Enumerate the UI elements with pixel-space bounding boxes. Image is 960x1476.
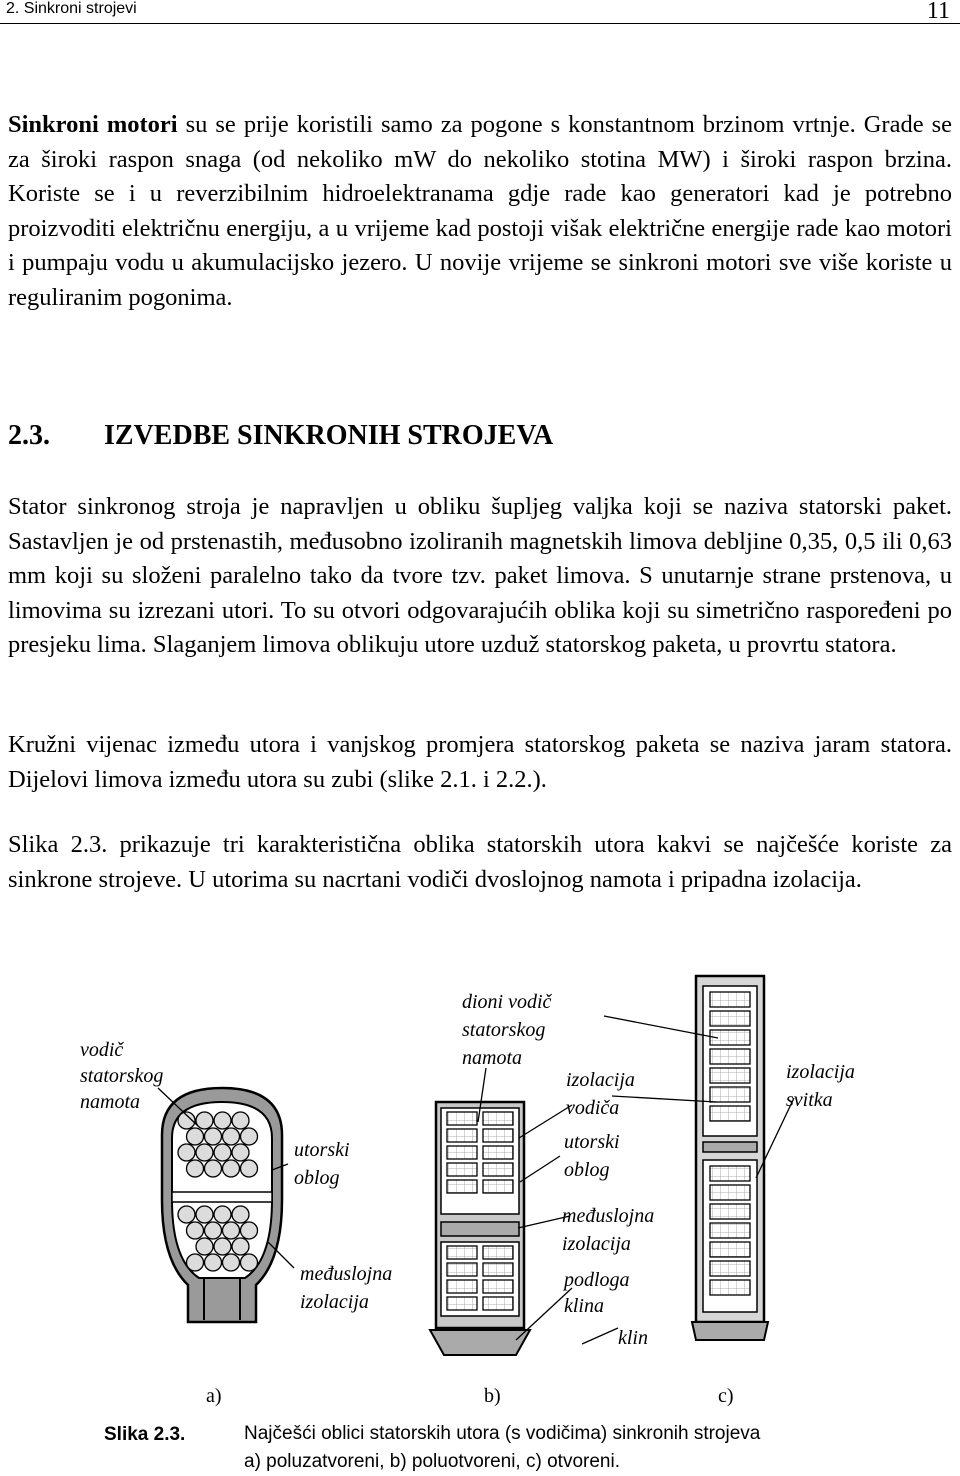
- strand: [187, 1222, 204, 1239]
- caption-line-2: a) poluzatvoreni, b) poluotvoreni, c) otvoreni.: [244, 1451, 620, 1472]
- strand: [710, 1223, 750, 1238]
- svg-text:klina: [564, 1295, 604, 1317]
- strand: [214, 1112, 231, 1129]
- strand: [710, 1106, 750, 1121]
- header-divider: [0, 23, 960, 24]
- strand: [232, 1144, 249, 1161]
- strand: [232, 1206, 249, 1223]
- strand: [483, 1129, 513, 1142]
- label-klin: klin: [618, 1327, 648, 1349]
- strand: [710, 992, 750, 1007]
- svg-text:međuslojna: [300, 1263, 392, 1285]
- label-meduslojna-b-2: izolacija: [562, 1233, 631, 1255]
- strand: [205, 1222, 222, 1239]
- paragraph-figure-intro: Slika 2.3. prikazuje tri karakteristična oblika statorskih utora kakvi se najčešće koriste za sinkrone strojeve. U utorima su nacrtani vodiči dvoslojnog namota i pripadna izolacija.: [8, 831, 952, 893]
- strand: [710, 1280, 750, 1295]
- paragraph-synchronous-motors: [8, 108, 952, 316]
- label-dioni-vodic-3: namota: [462, 1047, 522, 1069]
- strand: [196, 1144, 213, 1161]
- page-number: 11: [926, 0, 950, 24]
- label-utorski-oblog-b-1: utorski: [564, 1131, 620, 1153]
- strand: [447, 1246, 477, 1259]
- label-meduslojna-a-1: međuslojna: [300, 1263, 393, 1285]
- strand: [710, 1185, 750, 1200]
- strand: [187, 1128, 204, 1145]
- section-heading: [8, 420, 553, 452]
- strand: [205, 1254, 222, 1271]
- strand: [214, 1206, 231, 1223]
- strand: [447, 1297, 477, 1310]
- strand: [710, 1087, 750, 1102]
- paragraph-yoke: Kružni vijenac između utora i vanjskog promjera statorskog paketa se naziva jaram statora. Dijelovi limova između utora su zubi (slike 2.1. i 2.2.).: [8, 731, 952, 793]
- strand: [223, 1160, 240, 1177]
- strand: [447, 1180, 477, 1193]
- svg-text:vodiča: [566, 1097, 619, 1119]
- label-dioni-vodic-2: statorskog: [462, 1019, 546, 1041]
- strand: [710, 1204, 750, 1219]
- svg-text:vodič: [80, 1039, 124, 1061]
- strand: [483, 1297, 513, 1310]
- strand: [223, 1128, 240, 1145]
- svg-text:dioni vodič: [462, 991, 553, 1013]
- page-header: [0, 0, 960, 24]
- slot-shapes-figure: [0, 960, 960, 1407]
- strand: [223, 1254, 240, 1271]
- strand: [196, 1206, 213, 1223]
- label-utorski-oblog-a-2: oblog: [294, 1167, 340, 1189]
- sublabel-a: a): [206, 1385, 222, 1407]
- slot-b-semi-open: [430, 1102, 530, 1355]
- strand: [447, 1263, 477, 1276]
- chapter-title: 2. Sinkroni strojevi: [6, 0, 137, 17]
- strand: [447, 1146, 477, 1159]
- svg-text:oblog: [294, 1167, 340, 1189]
- sublabel-b: b): [484, 1385, 501, 1407]
- strand: [483, 1112, 513, 1125]
- strand: [447, 1112, 477, 1125]
- strand: [710, 1166, 750, 1181]
- strand: [483, 1280, 513, 1293]
- strand: [483, 1146, 513, 1159]
- strand: [232, 1238, 249, 1255]
- label-izolacija-vodica-1: izolacija: [566, 1069, 635, 1091]
- caption-text: [244, 1420, 944, 1476]
- caption-line-1: Najčešći oblici statorskih utora (s vodičima) sinkronih strojeva: [244, 1423, 761, 1444]
- svg-text:namota: [462, 1047, 522, 1069]
- svg-text:klin: [618, 1327, 648, 1349]
- strand: [710, 1011, 750, 1026]
- strand: [178, 1144, 195, 1161]
- label-izolacija-svitka-1: izolacija: [786, 1061, 855, 1083]
- strand: [214, 1238, 231, 1255]
- strand: [214, 1144, 231, 1161]
- strand: [196, 1112, 213, 1129]
- svg-text:izolacija: [562, 1233, 631, 1255]
- sublabel-c: c): [718, 1385, 734, 1407]
- strand: [241, 1160, 258, 1177]
- svg-text:statorskog: [80, 1065, 163, 1087]
- strand: [241, 1222, 258, 1239]
- label-vodic-1: vodič: [80, 1039, 124, 1061]
- svg-text:izolacija: [300, 1291, 369, 1313]
- svg-text:izolacija: [566, 1069, 635, 1091]
- label-izolacija-vodica-2: vodiča: [566, 1097, 620, 1119]
- strand: [178, 1206, 195, 1223]
- strand: [710, 1068, 750, 1083]
- label-dioni-vodic-1: dioni vodič: [462, 991, 552, 1013]
- strand: [447, 1280, 477, 1293]
- svg-text:izolacija: [786, 1061, 855, 1083]
- svg-text:međuslojna: [562, 1205, 654, 1227]
- svg-text:svitka: [786, 1089, 833, 1111]
- strand: [483, 1263, 513, 1276]
- strand: [710, 1261, 750, 1276]
- label-utorski-oblog-a-1: utorski: [294, 1139, 350, 1161]
- paragraph-text: su se prije koristili samo za pogone s konstantnom brzinom vrtnje. Grade se za široki raspon snaga (od nekoliko mW do nekoliko stotina MW) i široki raspon brzina. Koriste se i u reverzibilnim hidroelektranama gdje rade kao generatori kad je potrebno proizvoditi električnu energiju, a u vrijeme kad postoji višak električne energije rade kao motori i pumpaju vodu u akumulacijsko jezero. U novije vrijeme se sinkroni motori sve više koriste u reguliranim pogonima.: [8, 111, 953, 311]
- paragraph-stator: Stator sinkronog stroja je napravljen u obliku šupljeg valjka koji se naziva statorski paket. Sastavljen je od prstenastih, međusobno izoliranih magnetskih limova debljine 0,35, 0,5 ili 0,63 mm koji su složeni paralelno tako da tvore tzv. paket limova. S unutarnje strane prstenova, u limovima su izrezani utori. To su otvori odgovarajućih oblika koji su simetrično raspoređeni po presjeku lima. Slaganjem limova oblikuju utore uzduž statorskog paketa, u provrtu statora.: [8, 493, 952, 659]
- label-vodic-2: statorskog: [80, 1065, 164, 1087]
- strand: [196, 1238, 213, 1255]
- strand: [710, 1049, 750, 1064]
- strand: [483, 1163, 513, 1176]
- section-title: IZVEDBE SINKRONIH STROJEVA: [104, 420, 554, 451]
- strand: [483, 1246, 513, 1259]
- bold-lead: Sinkroni motori: [8, 111, 178, 138]
- label-meduslojna-b-1: međuslojna: [562, 1205, 655, 1227]
- strand: [205, 1160, 222, 1177]
- strand: [447, 1129, 477, 1142]
- strand: [447, 1163, 477, 1176]
- strand: [241, 1128, 258, 1145]
- strand: [187, 1254, 204, 1271]
- strand: [483, 1180, 513, 1193]
- svg-text:oblog: [564, 1159, 610, 1181]
- strand: [205, 1128, 222, 1145]
- section-number: 2.3.: [8, 420, 50, 451]
- svg-text:podloga: [562, 1269, 630, 1291]
- svg-text:utorski: [294, 1139, 350, 1161]
- label-vodic-3: namota: [80, 1091, 140, 1113]
- label-meduslojna-a-2: izolacija: [300, 1291, 369, 1313]
- strand: [241, 1254, 258, 1271]
- svg-text:utorski: [564, 1131, 620, 1153]
- svg-text:namota: [80, 1091, 140, 1113]
- slot-a-semi-closed: [162, 1088, 282, 1322]
- svg-text:statorskog: [462, 1019, 545, 1041]
- slot-c-open: [692, 976, 768, 1340]
- strand: [710, 1242, 750, 1257]
- strand: [232, 1112, 249, 1129]
- label-podloga-klina-2: klina: [564, 1295, 604, 1317]
- label-utorski-oblog-b-2: oblog: [564, 1159, 610, 1181]
- label-izolacija-svitka-2: svitka: [786, 1089, 833, 1111]
- strand: [187, 1160, 204, 1177]
- label-podloga-klina-1: podloga: [564, 1269, 630, 1291]
- strand: [223, 1222, 240, 1239]
- caption-label: Slika 2.3.: [104, 1424, 186, 1445]
